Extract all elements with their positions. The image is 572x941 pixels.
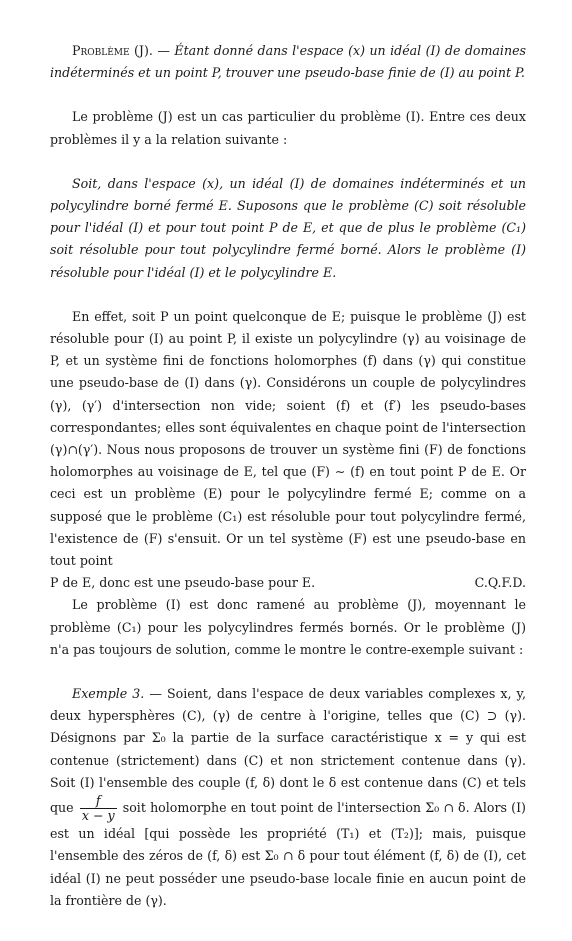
proof-body: En effet, soit P un point quelconque de E; puisque le problème (J) est résoluble pour (I) au point P, il existe un polycylindre (γ) au voisinage de P, et un système fini de fonctions holomorphes (f) dans (γ) qui constitue une pseudo-base de (I) dans (γ). Considérons un couple de polycylindres (γ), (γ′) d'intersection non vide; soient (f) et (f′) les pseudo-bases correspondantes; elles sont équivalentes en chaque point de l'intersection (γ)∩(γ′). Nous nous proposons de trouver un système fini (F) de fonctions holomorphes au voisinage de E, tel que (F) ∼ (f) en tout point P de E. Or ceci est un problème (E) pour le polycylindre fermé E; comme on a supposé que le problème (C₁) est résoluble pour tout polycylindre fermé, l'existence de (F) s'ensuit. Or un tel système (F) est une pseudo-base en tout point xyxy=(50,308,526,569)
paragraph-ramene: Le problème (I) est donc ramené au problème (J), moyennant le problème (C₁) pour les polycylindres fermés bornés. Or le problème (J) n'a pas toujours de solution, comme le montre le contre-exemple suivant : xyxy=(50,597,526,657)
qed-mark: C.Q.F.D. xyxy=(474,575,526,591)
probleme-j-statement xyxy=(50,40,526,84)
proof-last-text: P de E, donc est une pseudo-base pour E. xyxy=(50,575,316,591)
probleme-j-dash: — xyxy=(152,43,175,58)
example-3 xyxy=(50,683,526,912)
probleme-j-text: Étant donné dans l'espace (x) un idéal (I) de domaines indéterminés et un point P, trouver une pseudo-base finie de (I) au point P. xyxy=(50,43,526,81)
example-text-after: soit holomorphe en tout point de l'intersection Σ₀ ∩ δ. Alors (I) est un idéal [qui possède les propriété (T₁) et (T₂)]; mais, puisque l'ensemble des zéros de (f, δ) est Σ₀ ∩ δ pour tout élément (f, δ) de (I), cet idéal (I) ne peut posséder une pseudo-base locale finie en aucun point de la frontière de (γ). xyxy=(50,800,526,908)
fraction-numerator: f xyxy=(80,794,117,809)
fraction-f-over-x-minus-y xyxy=(80,794,117,823)
example-text-before: Soient, dans l'espace de deux variables complexes x, y, deux hypersphères (C), (γ) de centre à l'origine, telles que (C) ⊃ (γ). Désignons par Σ₀ la partie de la surface caractéristique x = y qui est contenue (strictement) dans (C) et non strictement contenue dans (γ). Soit (I) l'ensemble des couple (f, δ) dont le δ est contenue dans (C) et tels que xyxy=(50,686,526,816)
page-body xyxy=(50,40,526,912)
fraction-denominator: x − y xyxy=(81,808,115,824)
proof-last-line xyxy=(50,572,526,594)
paragraph-relation: Le problème (J) est un cas particulier du problème (I). Entre ces deux problèmes il y a la relation suivante : xyxy=(50,109,526,147)
example-dash: — xyxy=(144,686,167,702)
theorem-statement: Soit, dans l'espace (x), un idéal (I) de domaines indéterminés et un polycylindre borné fermé E. Suposons que le problème (C) soit résoluble pour l'idéal (I) et pour tout point P de E, et que de plus le problème (C₁) soit résoluble pour tout polycylindre fermé borné. Alors le problème (I) résoluble pour l'idéal (I) et le polycylindre E. xyxy=(50,175,526,280)
probleme-j-heading: Problème (J). xyxy=(72,43,153,58)
example-label: Exemple 3. xyxy=(72,686,145,702)
